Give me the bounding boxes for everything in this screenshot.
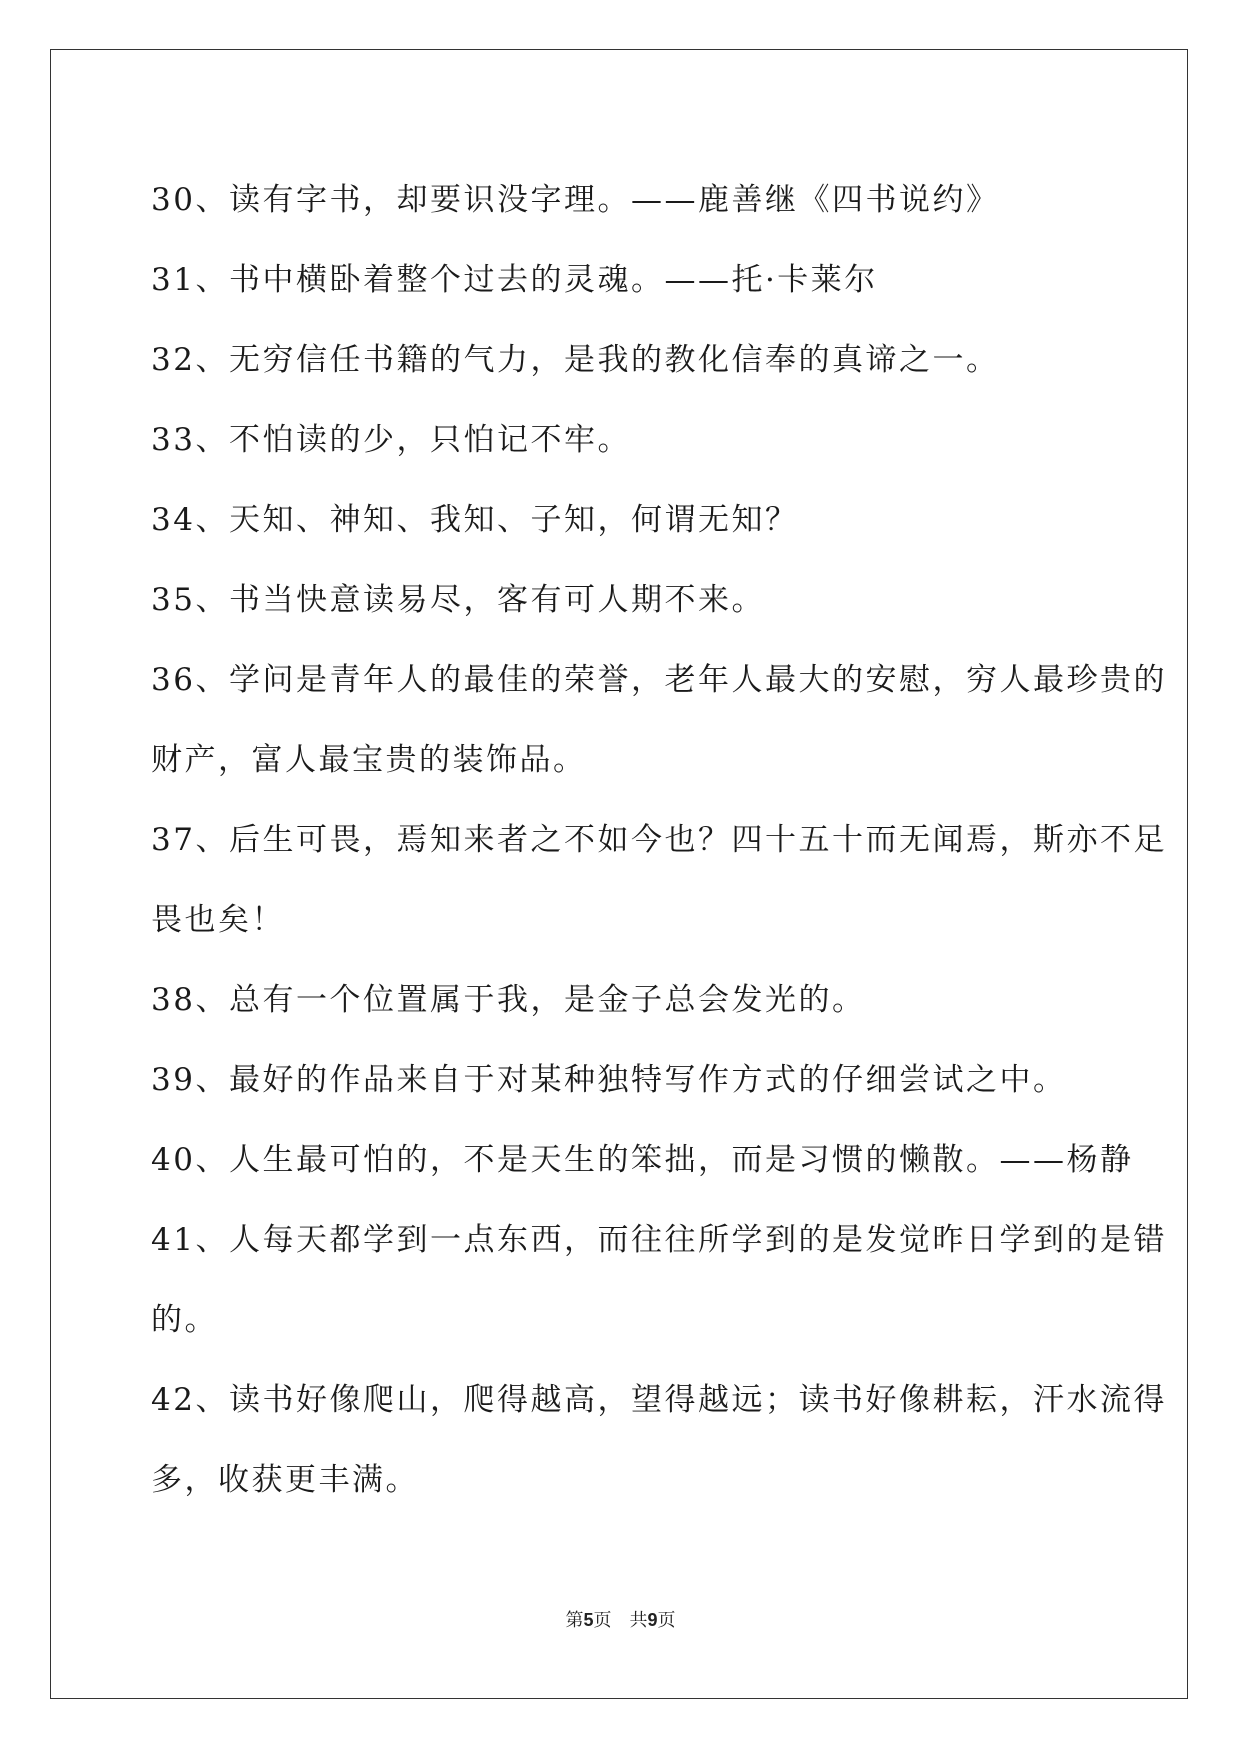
quote-line-31: 31、书中横卧着整个过去的灵魂。——托·卡莱尔 bbox=[151, 262, 878, 298]
current-page-number: 5 bbox=[583, 1610, 594, 1630]
quote-line-42: 42、读书好像爬山，爬得越高，望得越远；读书好像耕耘，汗水流得 bbox=[151, 1382, 1167, 1418]
quote-line-34: 34、天知、神知、我知、子知，何谓无知？ bbox=[151, 502, 799, 538]
footer-prefix: 第 bbox=[565, 1610, 584, 1631]
quote-line-36: 36、学问是青年人的最佳的荣誉，老年人最大的安慰，穷人最珍贵的 bbox=[151, 662, 1167, 698]
footer-total-prefix: 共 bbox=[629, 1610, 648, 1631]
quote-line-35: 35、书当快意读易尽，客有可人期不来。 bbox=[151, 582, 765, 618]
quote-line-39: 39、最好的作品来自于对某种独特写作方式的仔细尝试之中。 bbox=[151, 1062, 1067, 1098]
footer-total-suffix: 页 bbox=[657, 1610, 676, 1631]
quote-line-37: 37、后生可畏，焉知来者之不如今也？四十五十而无闻焉，斯亦不足 bbox=[151, 822, 1167, 858]
quote-line-40: 40、人生最可怕的，不是天生的笨拙，而是习惯的懒散。——杨静 bbox=[151, 1142, 1134, 1178]
quote-line-30: 30、读有字书，却要识没字理。——鹿善继《四书说约》 bbox=[151, 182, 1000, 218]
total-pages-number: 9 bbox=[647, 1610, 658, 1630]
quote-line-41-cont: 的。 bbox=[151, 1302, 218, 1338]
quote-line-37-cont: 畏也矣！ bbox=[151, 902, 285, 938]
quote-line-41: 41、人每天都学到一点东西，而往往所学到的是发觉昨日学到的是错 bbox=[151, 1222, 1167, 1258]
quote-line-36-cont: 财产，富人最宝贵的装饰品。 bbox=[151, 742, 587, 778]
quote-line-42-cont: 多，收获更丰满。 bbox=[151, 1462, 419, 1498]
quote-line-38: 38、总有一个位置属于我，是金子总会发光的。 bbox=[151, 982, 866, 1018]
quote-line-32: 32、无穷信任书籍的气力，是我的教化信奉的真谛之一。 bbox=[151, 342, 1000, 378]
page-footer bbox=[0, 1606, 1241, 1632]
quote-line-33: 33、不怕读的少，只怕记不牢。 bbox=[151, 422, 631, 458]
document-body bbox=[151, 160, 1167, 1520]
footer-page-suffix: 页 bbox=[593, 1610, 612, 1631]
